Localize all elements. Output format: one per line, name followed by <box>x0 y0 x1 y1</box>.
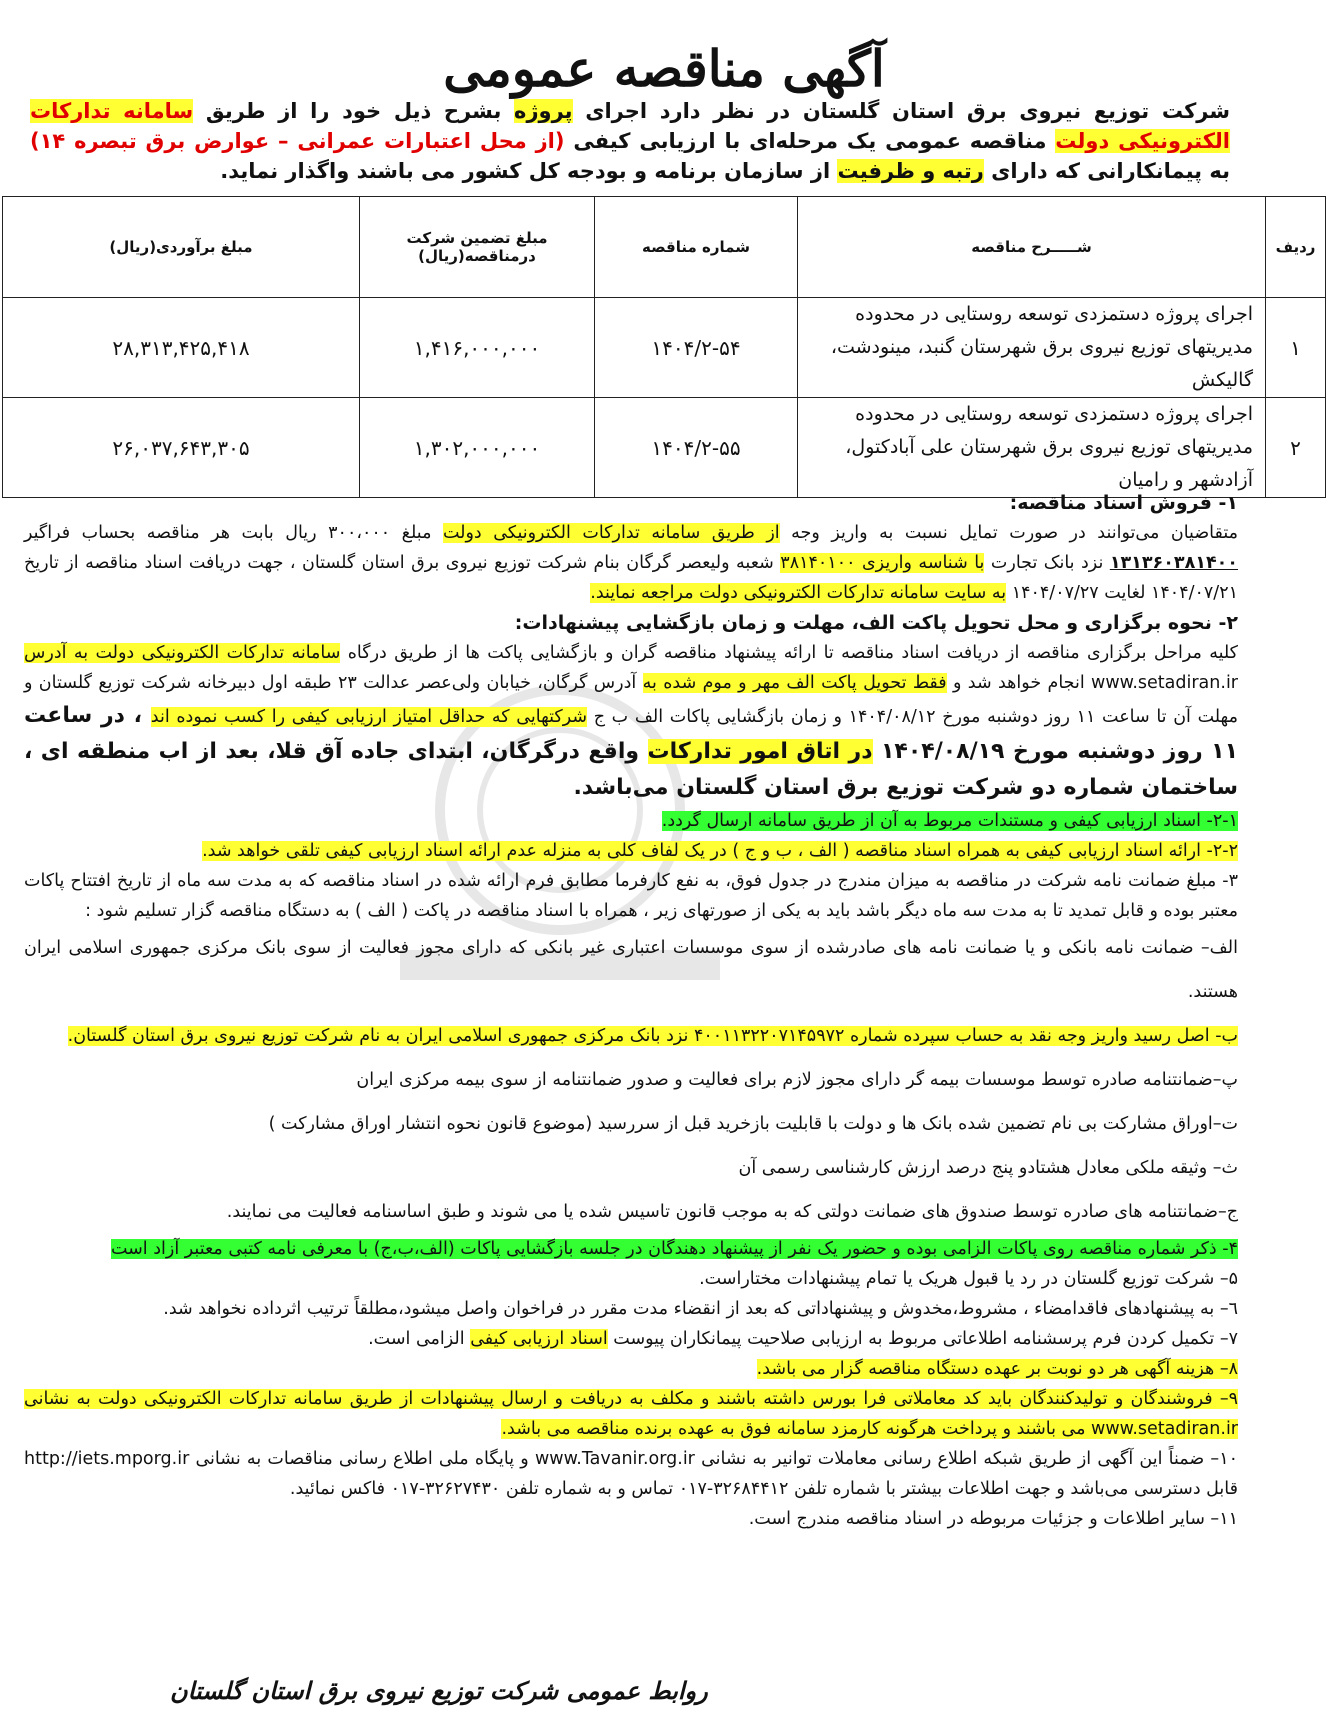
item-5: ۵– شرکت توزیع گلستان در رد یا قبول هریک یا تمام پیشنهادات مختاراست. <box>699 1269 1238 1289</box>
item-11: ۱۱– سایر اطلاعات و جزئیات مربوطه در اسناد مناقصه مندرج است. <box>748 1509 1238 1529</box>
option-se: ث– وثیقه ملکی معادل هشتادو پنج درصد ارزش کارشناسی رسمی آن <box>738 1158 1238 1178</box>
item-4: ۴- ذکر شماره مناقصه روی پاکات الزامی بوده و حضور یک نفر از پیشنهاد دهندگان در جلسه بازگشایی پاکات (الف،ب،ج) با معرفی نامه کتبی معتبر آزاد است <box>110 1239 1238 1259</box>
section-2-text: کلیه مراحل برگزاری مناقصه از دریافت اسناد مناقصه تا ارائه پیشنهاد مناقصه گران و بازگشایی پاکت ها از طریق درگاه سامانه تدارکات الکترونیکی دولت به آدرس www.setadiran.ir انجام خواهد شد و فقط تحویل پاکت الف مهر و موم شده به آدرس گرگان، خیابان ولی‌عصر عدالت ۲۳ طبقه اول دبیرخانه شرکت توزیع گلستان و مهلت آن تا ساعت ۱۱ روز دوشنبه مورخ ۱۴۰۴/۰۸/۱۲ و زمان بازگشایی پاکات الف ب ج شرکتهایی که حداقل امتیاز ارزیابی کیفی را کسب نموده اند ، در ساعت ۱۱ روز دوشنبه مورخ ۱۴۰۴/۰۸/۱۹ در اتاق امور تدارکات واقع درگرگان، ابتدای جاده آق قلا، بعد از اب منطقه ای ، ساختمان شماره دو شرکت توزیع برق استان گلستان می‌باشد. <box>24 643 1239 800</box>
item-10: ۱۰– ضمناً این آگهی از طریق شبکه اطلاع رسانی معاملات توانیر به نشانی www.Tavanir.org.ir و پایگاه ملی اطلاع رسانی مناقصات به نشانی http://iets.mporg.ir قابل دسترسی می‌باشد و جهت اطلاعات بیشتر با شماره تلفن ۳۲۶۸۴۴۱۲-۰۱۷ تماس و به شماره تلفن ۳۲۶۲۷۴۳۰-۰۱۷ فاکس نمائید. <box>24 1449 1238 1499</box>
option-te: ت–اوراق مشارکت بی نام تضمین شده بانک ها و دولت با قابلیت بازخرید قبل از سررسید (موضوع قانون نحوه انتشار اوراق مشارکت ) <box>268 1114 1238 1134</box>
section-1-heading: ۱- فروش اسناد مناقصه: <box>1009 492 1238 514</box>
row-guarantee: ۱,۴۱۶,۰۰۰,۰۰۰ <box>360 298 595 398</box>
row-guarantee: ۱,۳۰۲,۰۰۰,۰۰۰ <box>360 398 595 498</box>
row-description: اجرای پروژه دستمزدی توسعه روستایی در محدوده مدیریتهای توزیع نیروی برق شهرستان علی آبادکتول، آزادشهر و رامیان <box>798 398 1266 498</box>
section-3-text: ۳- مبلغ ضمانت نامه شرکت در مناقصه به میزان مندرج در جدول فوق، به نفع کارفرما مطابق فرم ارائه شده در اسناد مناقصه که به مدت سه ماه از تاریخ افتتاح پاکات معتبر بوده و قابل تمدید تا به مدت سه ماه دیگر باشد باید به یکی از صورتهای زیر ، همراه با اسناد مناقصه در پاکت ( الف ) به دستگاه مناقصه گزار تسلیم شود : <box>24 871 1238 921</box>
header-tender-number: شماره مناقصه <box>595 197 798 298</box>
guarantee-options <box>24 926 1238 1234</box>
header-row-number: ردیف <box>1266 197 1326 298</box>
section-2-2: ۲-۲- ارائه اسناد ارزیابی کیفی به همراه اسناد مناقصه ( الف ، ب و ج ) در یک لفاف کلی به منزله عدم ارائه اسناد ارزیابی کیفی تلقی خواهد شد. <box>202 841 1238 861</box>
item-7: ۷– تکمیل کردن فرم پرسشنامه اطلاعاتی مربوط به ارزیابی صلاحیت پیمانکاران پیوست اسناد ارزیابی کیفی الزامی است. <box>368 1329 1238 1349</box>
table-row <box>3 298 1326 398</box>
item-9: ۹– فروشندگان و تولیدکنندگان باید کد معاملاتی فرا بورس داشته باشند و مکلف به دریافت و ارسال پیشنهادات از طریق سامانه تدارکات الکترونیکی دولت به نشانی www.setadiran.ir می باشند و پرداخت هرگونه کارمزد سامانه فوق به عهده برنده مناقصه می باشد. <box>24 1389 1238 1439</box>
row-number: ۱ <box>1266 298 1326 398</box>
option-pe: پ–ضمانتنامه صادره توسط موسسات بیمه گر دارای مجوز لازم برای فعالیت و صدور ضمانتنامه از سوی بیمه مرکزی ایران <box>356 1070 1238 1090</box>
row-tender-number: ۱۴۰۴/۲-۵۵ <box>595 398 798 498</box>
option-jim: ج–ضمانتنامه های صادره توسط صندوق های ضمانت دولتی که به موجب قانون تاسیس شده یا می شوند و طبق اساسنامه فعالیت می نمایند. <box>226 1202 1238 1222</box>
section-2-1: ۲-۱- اسناد ارزیابی کیفی و مستندات مربوط به آن از طریق سامانه ارسال گردد. <box>661 811 1238 831</box>
notice-title: آگهی مناقصه عمومی <box>443 39 885 98</box>
row-description: اجرای پروژه دستمزدی توسعه روستایی در محدوده مدیریتهای توزیع نیروی برق شهرستان گنبد، مینودشت، گالیکش <box>798 298 1266 398</box>
header-guarantee: مبلغ تضمین شرکت درمناقصه(ریال) <box>360 197 595 298</box>
public-relations-signature: روابط عمومی شرکت توزیع نیروی برق استان گلستان <box>170 1676 708 1705</box>
option-alef: الف– ضمانت نامه بانکی و یا ضمانت نامه های صادرشده از سوی موسسات اعتباری غیر بانکی که دارای مجوز فعالیت از سوی بانک مرکزی جمهوری اسلامی ایران هستند. <box>24 938 1238 1002</box>
section-2-heading: ۲- نحوه برگزاری و محل تحویل پاکت الف، مهلت و زمان بازگشایی پیشنهادات: <box>514 612 1238 634</box>
row-number: ۲ <box>1266 398 1326 498</box>
table-header-row <box>3 197 1326 298</box>
row-tender-number: ۱۴۰۴/۲-۵۴ <box>595 298 798 398</box>
row-estimate: ۲۸,۳۱۳,۴۲۵,۴۱۸ <box>3 298 360 398</box>
notice-body <box>24 488 1238 1534</box>
table-row <box>3 398 1326 498</box>
header-estimate: مبلغ برآوردی(ریال) <box>3 197 360 298</box>
option-be: ب- اصل رسید واریز وجه نقد به حساب سپرده شماره ۴۰۰۱۱۳۲۲۰۷۱۴۵۹۷۲ نزد بانک مرکزی جمهوری اسلامی ایران به نام شرکت توزیع نیروی برق استان گلستان. <box>67 1026 1238 1046</box>
item-6: ٦– به پیشنهادهای فاقدامضاء ، مشروط،مخدوش و پیشنهاداتی که بعد از انقضاء مدت مقرر در فراخوان واصل میشود،مطلقاً ترتیب اثرداده نخواهد شد. <box>163 1299 1238 1319</box>
item-8: ۸– هزینه آگهی هر دو نوبت بر عهده دستگاه مناقصه گزار می باشد. <box>756 1359 1238 1379</box>
section-1-text: متقاضیان می‌توانند در صورت تمایل نسبت به واریز وجه از طریق سامانه تدارکات الکترونیکی دولت مبلغ ۳۰۰،۰۰۰ ریال بابت هر مناقصه بحساب فراگیر ۱۳۱۳۶۰۳۸۱۴۰۰ نزد بانک تجارت با شناسه واریزی ۳۸۱۴۰۱۰۰ شعبه ولیعصر گرگان بنام شرکت توزیع نیروی برق استان گلستان ، جهت دریافت اسناد مناقصه از تاریخ ۱۴۰۴/۰۷/۲۱ لغایت ۱۴۰۴/۰۷/۲۷ به سایت سامانه تدارکات الکترونیکی دولت مراجعه نمایند. <box>24 523 1239 603</box>
intro-paragraph: شرکت توزیع نیروی برق استان گلستان در نظر دارد اجرای پروژه بشرح ذیل خود را از طریق سامانه تدارکات الکترونیکی دولت مناقصه عمومی یک مرحله‌ای با ارزیابی کیفی (از محل اعتبارات عمرانی – عوارض برق تبصره ۱۴) به پیمانکارانی که دارای رتبه و ظرفیت از سازمان برنامه و بودجه کل کشور می باشند واگذار نماید. <box>30 99 1230 183</box>
tender-table <box>2 196 1326 498</box>
row-estimate: ۲۶,۰۳۷,۶۴۳,۳۰۵ <box>3 398 360 498</box>
header-description: شـــــرح مناقصه <box>798 197 1266 298</box>
